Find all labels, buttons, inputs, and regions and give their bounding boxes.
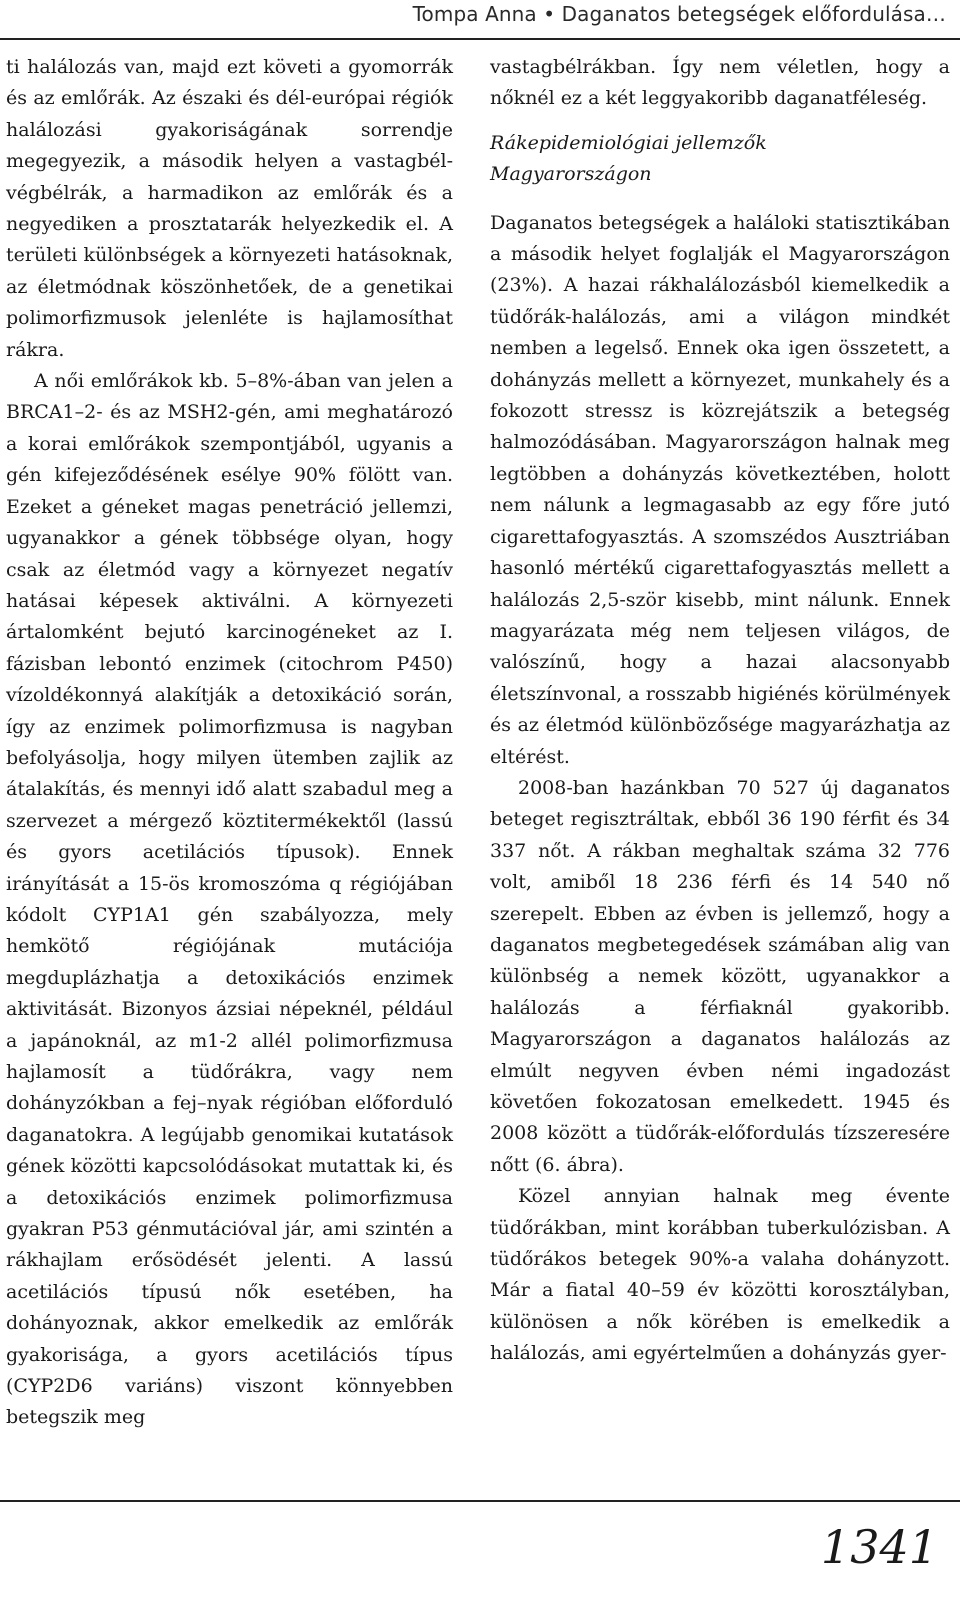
paragraph-continued: ti halálozás van, majd ezt követi a gyomorrák és az emlőrák. Az északi és dél-európai régiók halálozási gyakoriságának sorrendje megegyezik, a második helyen a vastagbél-végbélrák, a harmadikon az emlőrák és a negyediken a prosztatarák helyezkedik el. A területi különbségek a környezeti hatásoknak, az életmódnak köszönhetőek, de a genetikai polimorfizmusok jelenléte is hajlamosíthat rákra. [6,56,453,361]
right-column [490,52,950,1370]
subheading-line-2: Magyarországon [490,163,652,186]
footer-rule [0,1500,960,1502]
paragraph-tuberculosis: Közel annyian halnak meg évente tüdőrákban, mint korábban tuberkulózisban. A tüdőrákos betegek 90%-a valaha dohányzott. Már a fiatal 40–59 év közötti korosztályban, különösen a nők körében is emelkedik a halálozás, ami egyértelműen a dohányzás gyer- [490,1185,950,1365]
paragraph-continued-right: vastagbélrákban. Így nem véletlen, hogy a nőknél ez a két leggyakoribb daganatféleség. [490,56,950,110]
paragraph-brca: A női emlőrákok kb. 5–8%-ában van jelen a BRCA1–2- és az MSH2-gén, ami meghatározó a korai emlőrákok szempontjából, ugyanis a gén kifejeződésének esélye 90% fölött van. Ezeket a géneket magas penetráció jellemzi, ugyanakkor a gének többsége olyan, hogy csak az életmód vagy a környezet negatív hatásai képesek aktiválni. A környezeti ártalomként bejutó karcinogéneket az I. fázisban lebontó enzimek (citochrom P450) vízoldékonnyá alakítják a detoxikáció során, így az enzimek polimorfizmusa is nagyban befolyásolja, hogy milyen ütemben zajlik az átalakítás, és mennyi idő alatt szabadul meg a szervezet a mérgező köztitermékektől (lassú és gyors acetilációs típusok). Ennek irányítását a 15-ös kromoszóma q régiójában kódolt CYP1A1 gén szabályozza, mely hemkötő régiójának mutációja megduplázhatja a detoxikációs enzimek aktivitását. Bizonyos ázsiai népeknél, például a japánoknál, az m1-2 allél polimorfizmusa hajlamosít a tüdőrákra, vagy nem dohányzókban a fej–nyak régióban előforduló daganatokra. A legújabb genomikai kutatások gének közötti kapcsolódásokat mutattak ki, és a detoxikációs enzimek polimorfizmusa gyakran P53 génmutációval jár, ami szintén a rákhajlam erősödését jelenti. A lassú acetilációs típusú nők esetében, ha dohányoznak, akkor emelkedik az emlőrák gyakorisága, a gyors acetilációs típus (CYP2D6 variáns) viszont könnyebben betegszik meg [6,370,453,1429]
paragraph-statistics: Daganatos betegségek a haláloki statisztikában a második helyet foglalják el Magyarországon (23%). A hazai rákhalálozásból kiemelkedik a tüdőrák-halálozás, ami a világon mindkét nemben a legelső. Ennek oka igen összetett, a dohányzás mellett a környezet, munkahely és a fokozott stressz is közrejátszik a betegség halmozódásában. Magyarországon halnak meg legtöbben a dohányzás következtében, holott nem nálunk a legmagasabb az egy főre jutó cigarettafogyasztás. A szomszédos Ausztriában hasonló mértékű cigarettafogyasztás mellett a halálozás 2,5-ször kisebb, mint nálunk. Ennek magyarázata még nem teljesen világos, de valószínű, hogy a hazai alacsonyabb életszínvonal, a rosszabb higiénés körülmények és az életmód különbözősége magyarázhatja az eltérést. [490,211,950,768]
left-column [6,52,453,1434]
section-subheading [490,128,950,191]
header-rule [0,38,960,40]
running-header: Tompa Anna • Daganatos betegségek előfordulása… [412,2,946,26]
page-number: 1341 [820,1520,938,1574]
subheading-line-1: Rákepidemiológiai jellemzők [490,131,767,154]
paragraph-2008: 2008-ban hazánkban 70 527 új daganatos beteget regisztráltak, ebből 36 190 férfit és 34 337 nőt. A rákban meghaltak száma 32 776 volt, amiből 18 236 férfi és 14 540 nő szerepelt. Ebben az évben is jellemző, hogy a daganatos megbetegedések számában alig van különbség a nemek között, ugyanakkor a halálozás a férfiaknál gyakoribb. Magyarországon a daganatos halálozás az elmúlt negyven évben némi ingadozást követően fokozatosan emelkedett. 1945 és 2008 között a tüdőrák-előfordulás tízszeresére nőtt (6. ábra). [490,776,950,1176]
